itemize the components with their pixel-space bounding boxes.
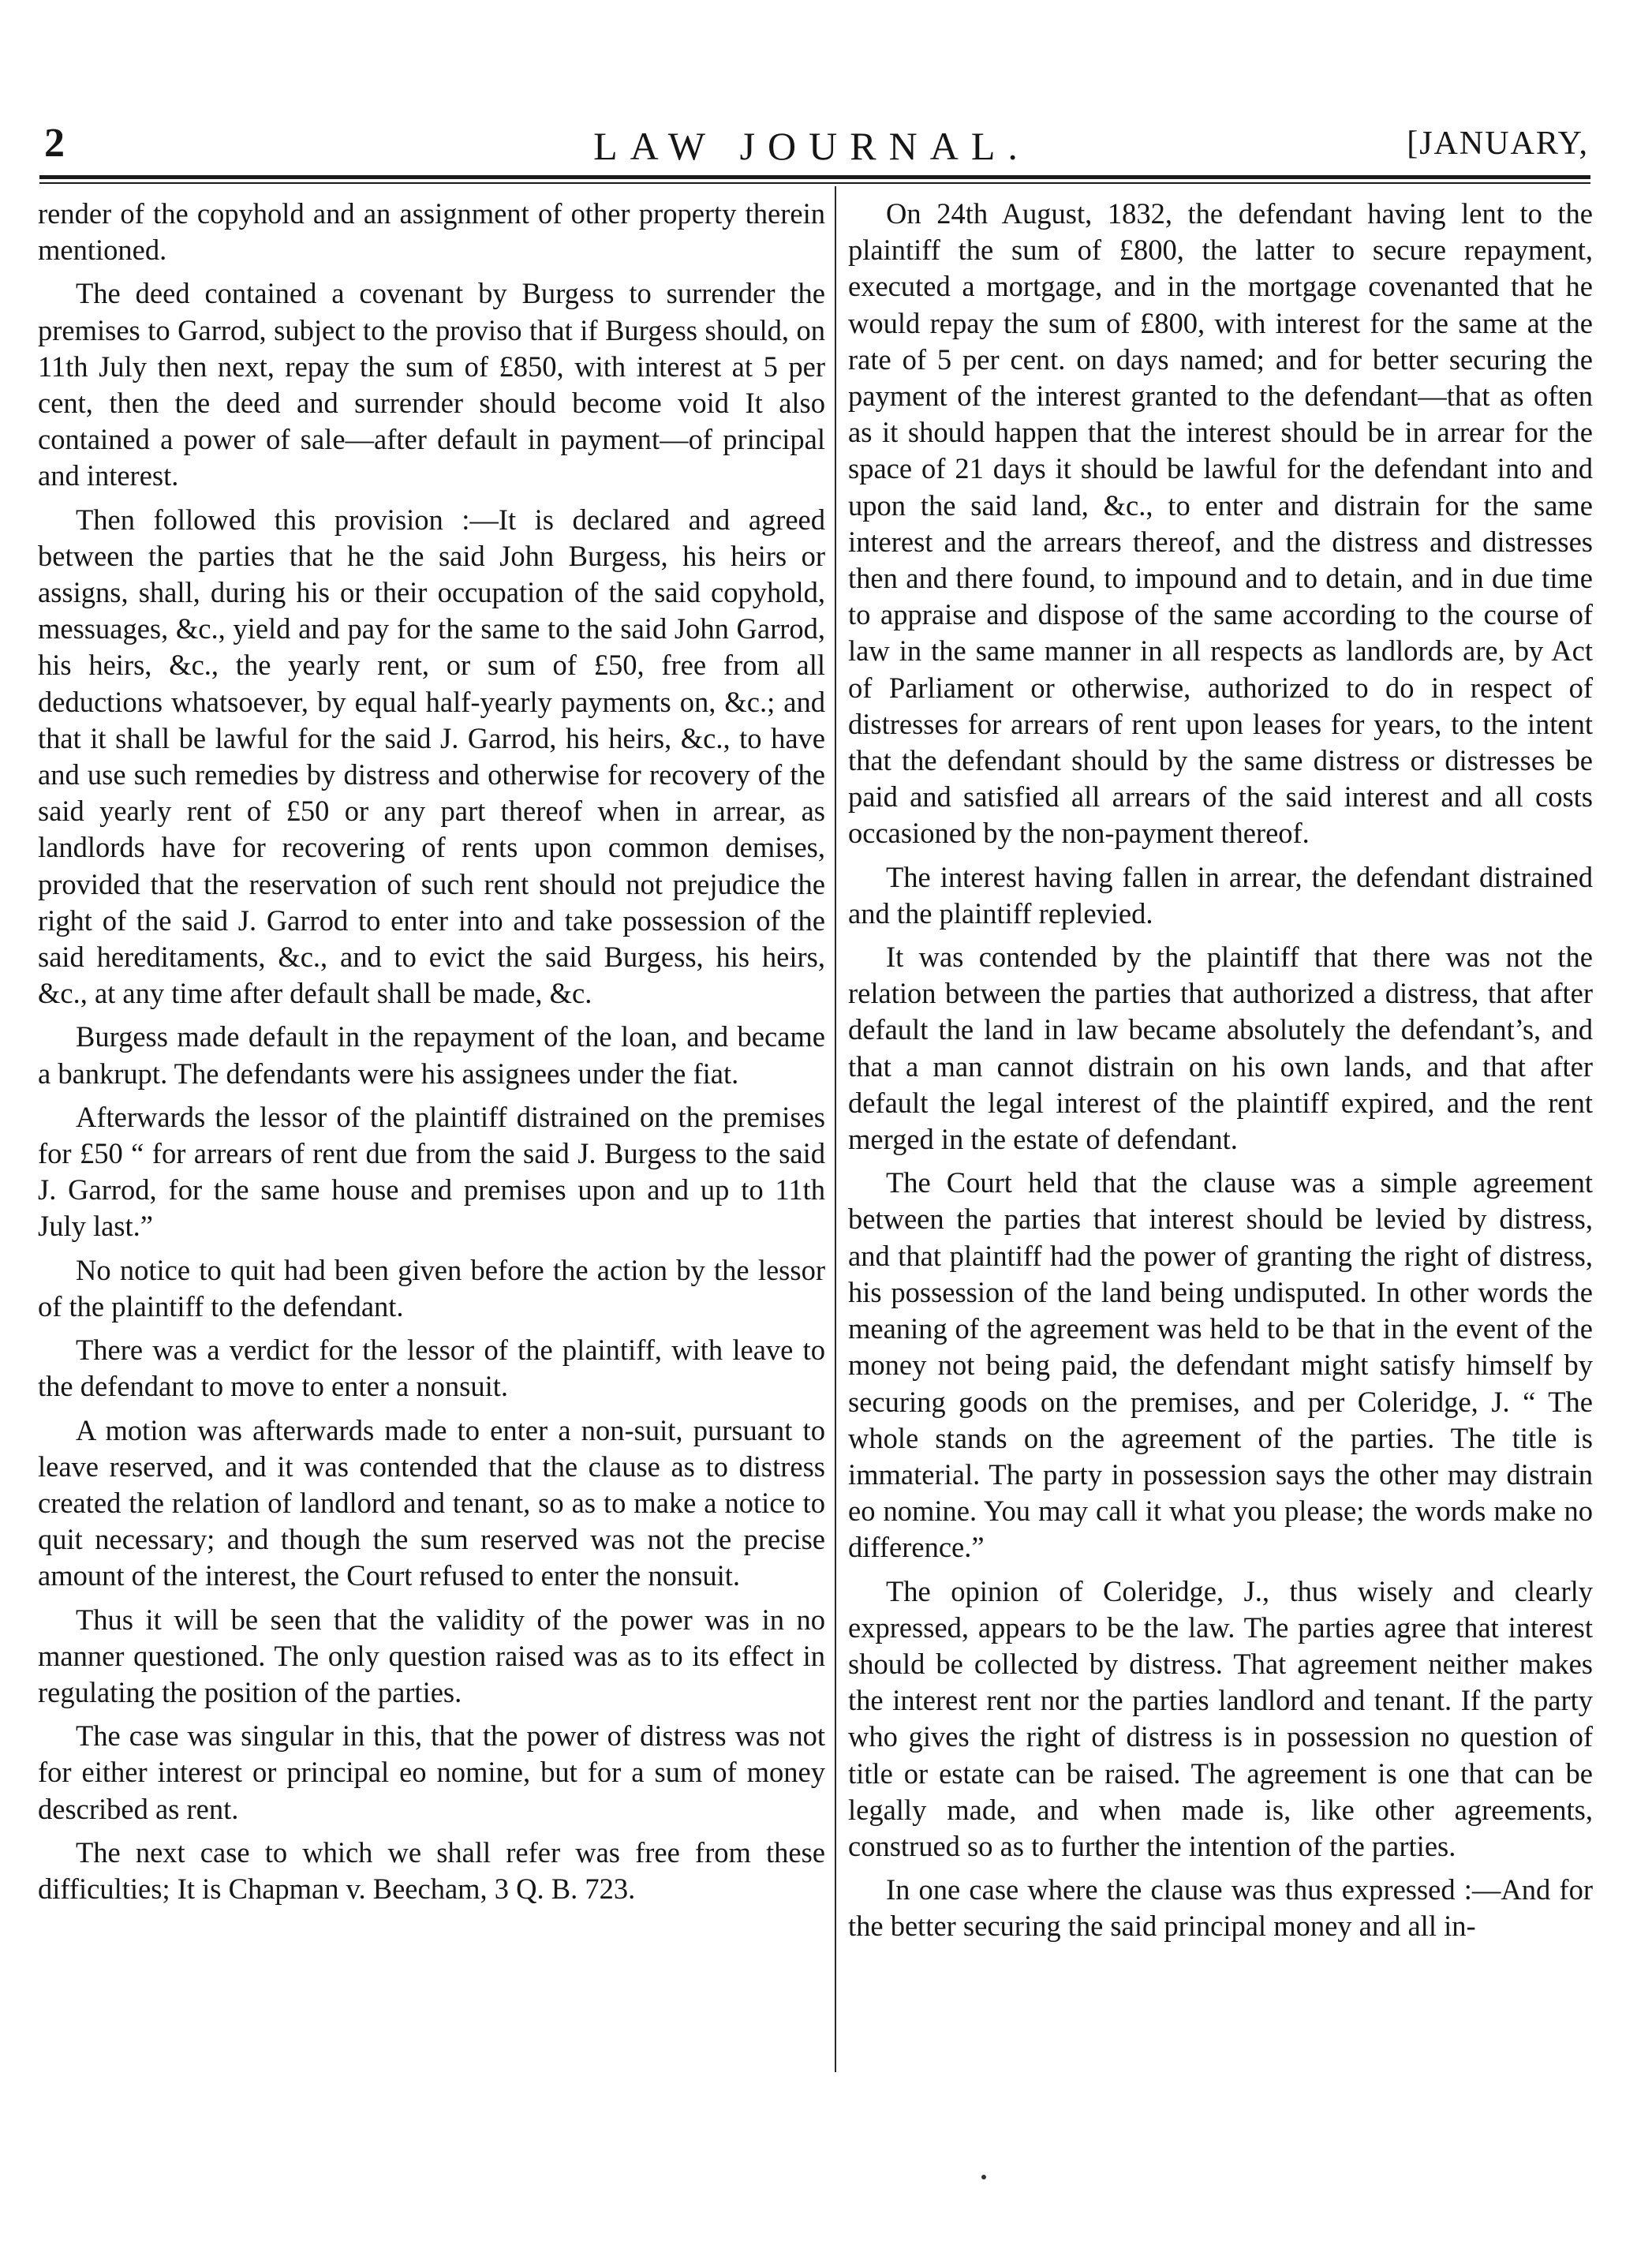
paragraph: The deed contained a covenant by Burgess to surrender the premises to Garrod, subject to the proviso that if Burgess should, on 11th July then next, repay the sum of £850, with interest at 5 per cent, then the deed and surrender should become void It also contained a power of sale—after default in payment—of principal and interest. bbox=[38, 277, 825, 492]
paragraph: A motion was afterwards made to enter a non-suit, pursuant to leave reserved, and it was contended that the clause as to distress created the relation of landlord and tenant, so as to make a notice to quit necessary; and though the sum reserved was not the precise amount of the interest, the Court refused to enter the nonsuit. bbox=[38, 1413, 825, 1592]
paragraph: The case was singular in this, that the power of distress was not for either interest or principal eo nomine, but for a sum of money described as rent. bbox=[38, 1719, 825, 1825]
paragraph: There was a verdict for the lessor of the plaintiff, with leave to the defendant to move to enter a nonsuit. bbox=[38, 1334, 825, 1403]
paragraph: The opinion of Coleridge, J., thus wisely and clearly expressed, appears to be the law. The parties agree that interest should be collected by distress. That agreement neither makes the interest rent nor the parties landlord and tenant. If the party who gives the right of distress is in possession no question of title or estate can be raised. The agreement is one that can be legally made, and when made is, like other agreements, construed so as to further the intention of the parties. bbox=[848, 1574, 1593, 1862]
paragraph: render of the copyhold and an assignment of other property therein mentioned. bbox=[38, 197, 825, 267]
running-head-month: [JANUARY, bbox=[1407, 125, 1589, 162]
left-column bbox=[38, 196, 825, 1914]
paragraph: Then followed this provision :—It is declared and agreed between the parties that he the said John Burgess, his heirs or assigns, shall, during his or their occupation of the said copyhold, messuages, &c., yield and pay for the same to the said John Garrod, his heirs, &c., the yearly rent, or sum of £50, free from all deductions whatsoever, by equal half-yearly payments on, &c.; and that it shall be lawful for the said J. Garrod, his heirs, &c., to have and use such remedies by distress and otherwise for recovery of the said yearly rent of £50 or any part thereof when in arrear, as landlords have for recovering of rents upon common demises, provided that the reservation of such rent should not prejudice the right of the said J. Garrod to enter into and take possession of the said hereditaments, &c., and to evict the said Burgess, his heirs, &c., at any time after default shall be made, &c. bbox=[38, 503, 825, 1010]
paragraph: In one case where the clause was thus expressed :—And for the better securing the said principal money and all in- bbox=[848, 1873, 1593, 1943]
column-divider bbox=[835, 186, 836, 2072]
paragraph: Afterwards the lessor of the plaintiff distrained on the premises for £50 “ for arrears of rent due from the said J. Burgess to the said J. Garrod, for the same house and premises upon and up to 11th July last.” bbox=[38, 1100, 825, 1243]
paragraph: The interest having fallen in arrear, the defendant distrained and the plaintiff replevied. bbox=[848, 860, 1593, 930]
header-rule bbox=[39, 175, 1590, 184]
page-number: 2 bbox=[44, 121, 65, 166]
paragraph: The next case to which we shall refer was free from these difficulties; It is Chapman v. Beecham, 3 Q. B. 723. bbox=[38, 1835, 825, 1905]
paragraph: Thus it will be seen that the validity of the power was in no manner questioned. The only question raised was as to its effect in regulating the position of the parties. bbox=[38, 1603, 825, 1708]
journal-title: LAW JOURNAL. bbox=[593, 124, 1030, 168]
paragraph: The Court held that the clause was a simple agreement between the parties that interest should be levied by distress, and that plaintiff had the power of granting the right of distress, his possession of the land being undisputed. In other words the meaning of the agreement was held to be that in the event of the money not being paid, the defendant might satisfy himself by securing goods on the premises, and per Coleridge, J. “ The whole stands on the agreement of the parties. The title is immaterial. The party in possession says the other may distrain eo nomine. You may call it what you please; the words make no difference.” bbox=[848, 1166, 1593, 1564]
paragraph: It was contended by the plaintiff that there was not the relation between the parties that authorized a distress, that after default the land in law became absolutely the defendant’s, and that a man cannot distrain on his own lands, and that after default the legal interest of the plaintiff expired, and the rent merged in the estate of defendant. bbox=[848, 941, 1593, 1156]
page-header bbox=[35, 95, 1589, 166]
printer-mark bbox=[981, 2175, 986, 2179]
paragraph: On 24th August, 1832, the defendant having lent to the plaintiff the sum of £800, the latter to secure repayment, executed a mortgage, and in the mortgage covenanted that he would repay the sum of £800, with interest for the same at the rate of 5 per cent. on days named; and for better securing the payment of the interest granted to the defendant—that as often as it should happen that the interest should be in arrear for the space of 21 days it should be lawful for the defendant into and upon the said land, &c., to enter and distrain for the same interest and the arrears thereof, and the distress and distresses then and there found, to impound and to detain, and in due time to appraise and dispose of the same according to the course of law in the same manner in all respects as landlords are, by Act of Parliament or otherwise, authorized to do in respect of distresses for arrears of rent upon leases for years, to the intent that the defendant should by the same distress or distresses be paid and satisfied all arrears of the said interest and all costs occasioned by the non-payment thereof. bbox=[848, 197, 1593, 850]
paragraph: Burgess made default in the repayment of the loan, and became a bankrupt. The defendants were his assignees under the fiat. bbox=[38, 1020, 825, 1090]
right-column bbox=[848, 196, 1593, 1952]
paragraph: No notice to quit had been given before the action by the lessor of the plaintiff to the defendant. bbox=[38, 1253, 825, 1323]
